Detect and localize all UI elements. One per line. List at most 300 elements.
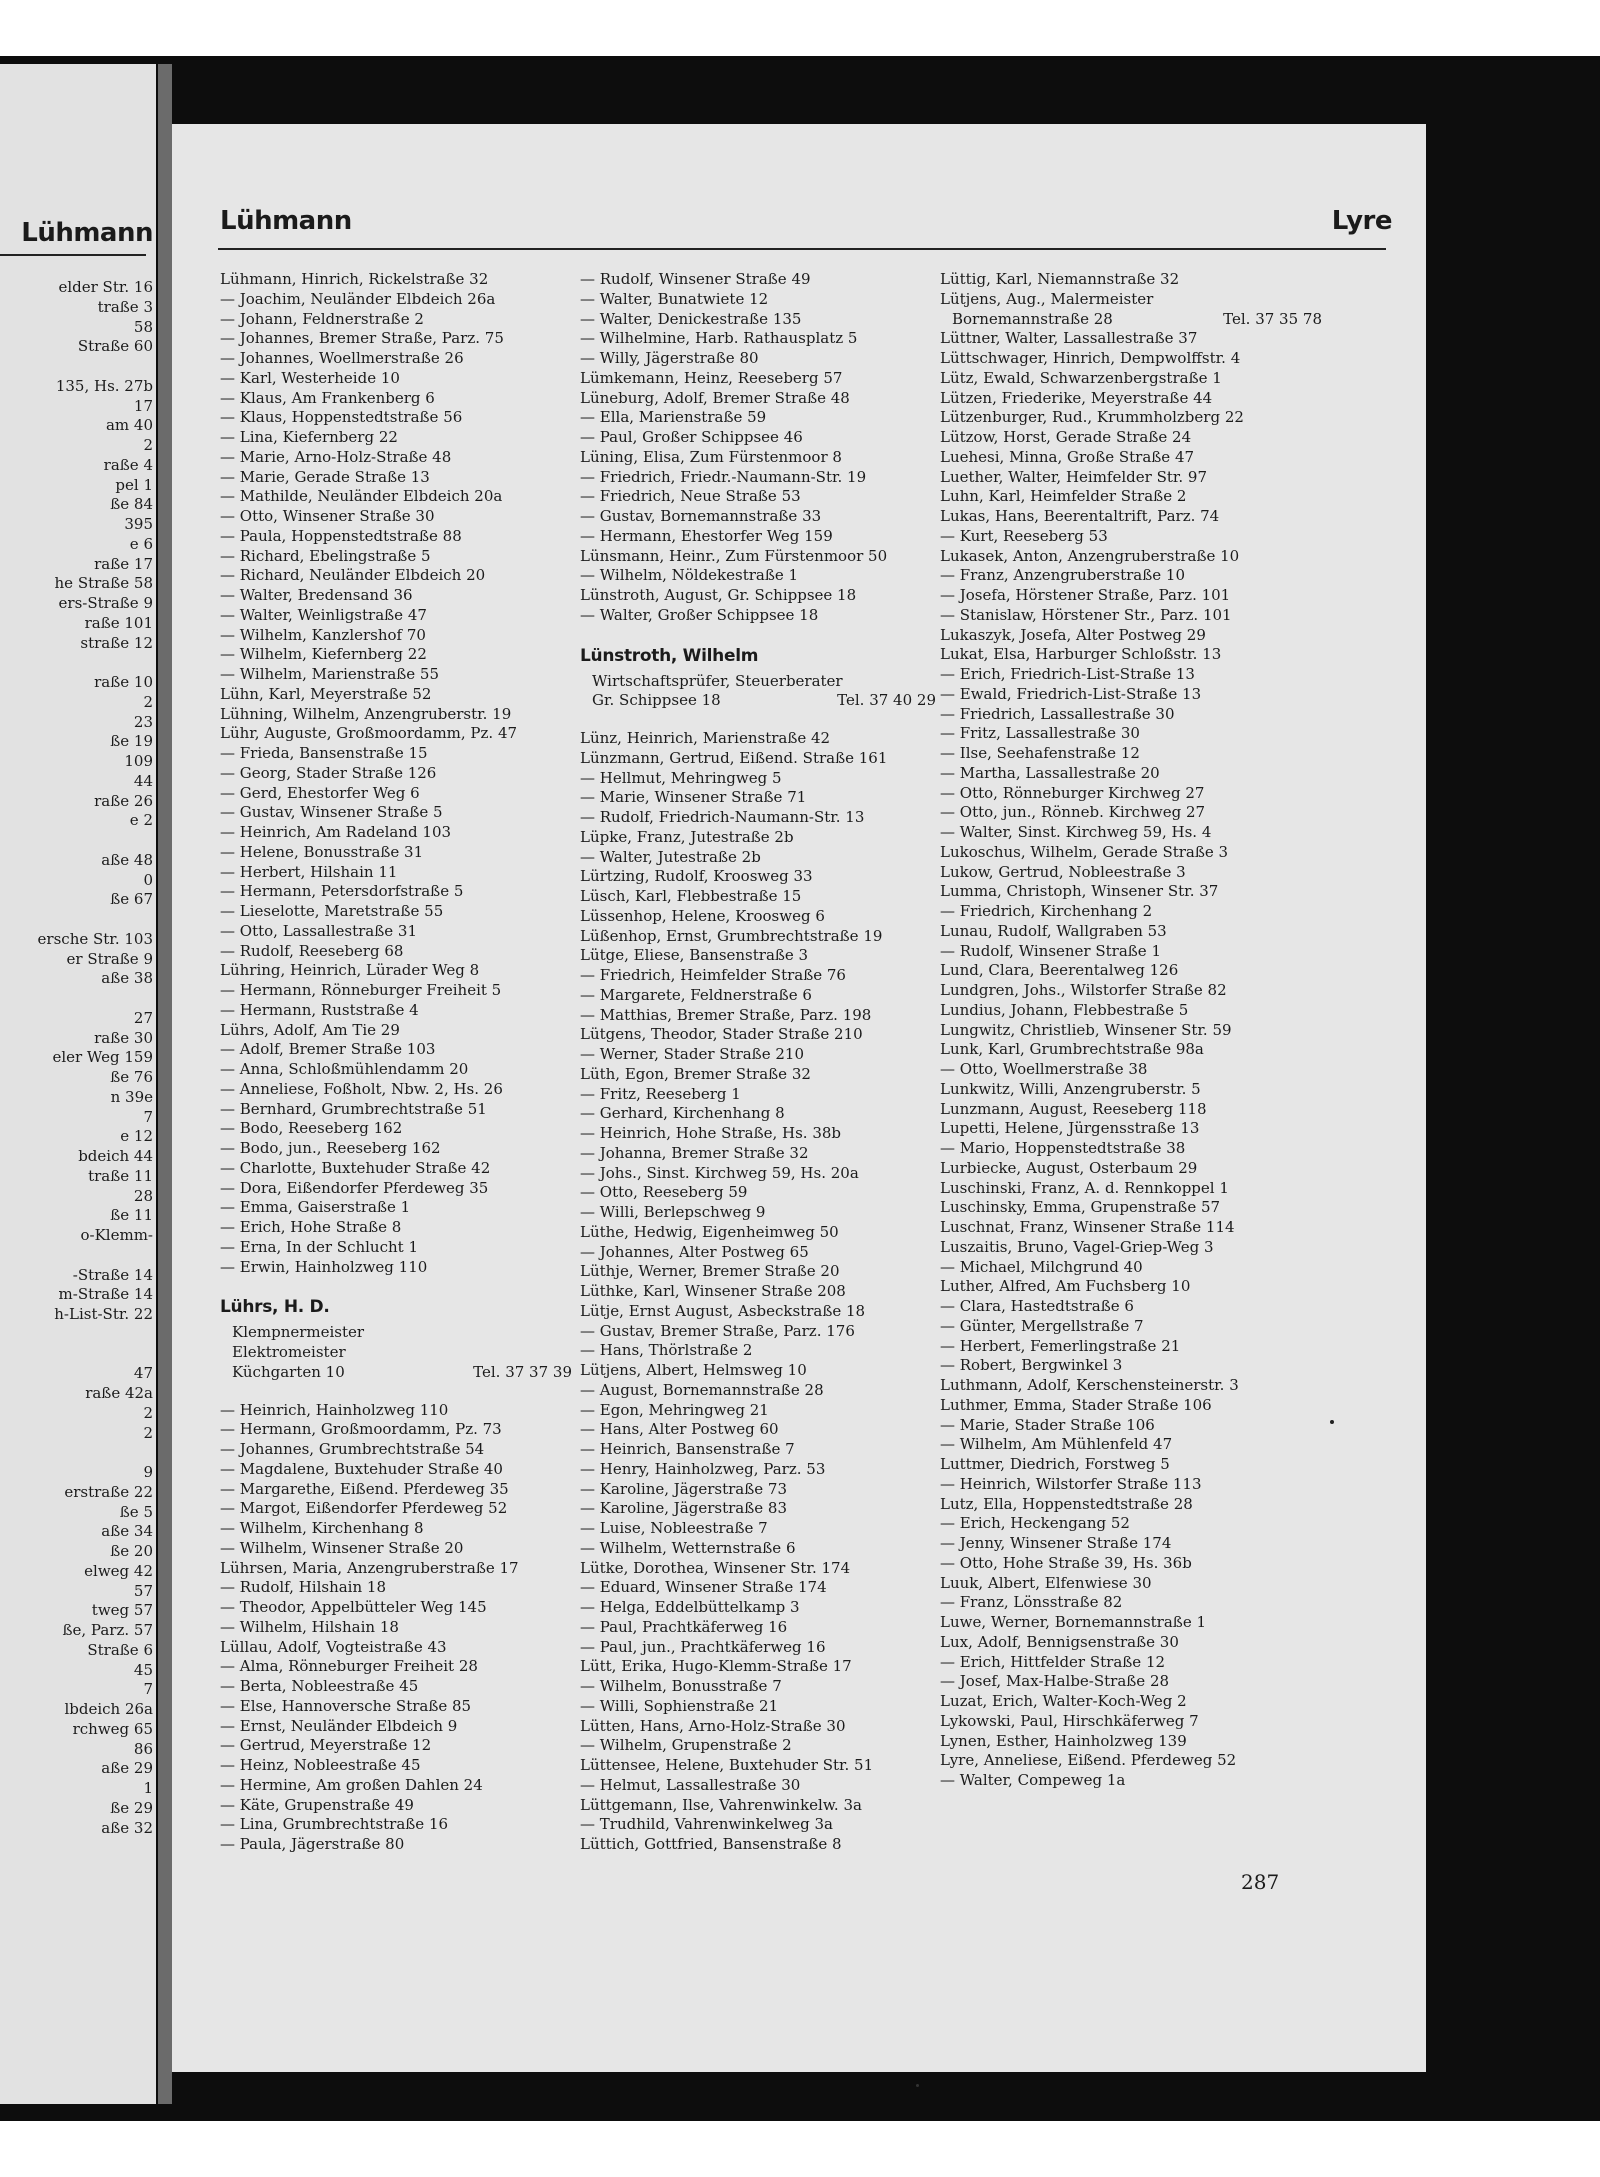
list-item: traße 11 bbox=[88, 1166, 153, 1185]
list-item: — Dora, Eißendorfer Pferdeweg 35 bbox=[220, 1178, 489, 1197]
list-item: eler Weg 159 bbox=[52, 1048, 153, 1067]
list-item: Lunau, Rudolf, Wallgraben 53 bbox=[940, 921, 1167, 940]
list-item: aße 32 bbox=[101, 1818, 153, 1837]
list-item: — Heinz, Nobleestraße 45 bbox=[220, 1756, 421, 1774]
list-item: — Klaus, Hoppenstedtstraße 56 bbox=[220, 408, 463, 427]
listing-phone: Tel. 37 37 39 bbox=[473, 1362, 572, 1381]
list-item: — Otto, Lassallestraße 31 bbox=[220, 921, 417, 940]
list-item: Lüthe, Hedwig, Eigenheimweg 50 bbox=[580, 1222, 839, 1241]
list-item: Lüth, Egon, Bremer Straße 32 bbox=[580, 1064, 811, 1083]
list-item: — Johann, Feldnerstraße 2 bbox=[220, 309, 424, 328]
list-item: — Bodo, Reeseberg 162 bbox=[220, 1119, 403, 1138]
list-item: Lühring, Heinrich, Lürader Weg 8 bbox=[220, 961, 480, 980]
list-item: — Bernhard, Grumbrechtstraße 51 bbox=[220, 1099, 487, 1118]
list-item: — Franz, Lönsstraße 82 bbox=[940, 1593, 1123, 1612]
list-item: Lührs, Adolf, Am Tie 29 bbox=[220, 1020, 400, 1039]
list-item: — Theodor, Appelbütteler Weg 145 bbox=[220, 1598, 487, 1616]
list-item: Lukow, Gertrud, Nobleestraße 3 bbox=[940, 862, 1186, 881]
running-head-right: Lyre bbox=[1331, 206, 1392, 236]
list-item: — Friedrich, Neue Straße 53 bbox=[580, 487, 801, 506]
list-item: rchweg 65 bbox=[72, 1719, 153, 1738]
list-item: — Margarete, Feldnerstraße 6 bbox=[580, 985, 812, 1004]
list-item: — Lieselotte, Maretstraße 55 bbox=[220, 902, 444, 920]
list-item: straße 12 bbox=[80, 633, 153, 652]
list-item: ße 11 bbox=[110, 1206, 153, 1225]
book-gutter bbox=[158, 64, 172, 2104]
list-item: — Heinrich, Am Radeland 103 bbox=[220, 823, 452, 841]
list-item: ersche Str. 103 bbox=[37, 929, 153, 948]
list-item: — Fritz, Lassallestraße 30 bbox=[940, 724, 1140, 743]
list-item: — Josefa, Hörstener Straße, Parz. 101 bbox=[940, 586, 1231, 604]
list-item: 7 bbox=[143, 1680, 153, 1699]
listing-address: Bornemannstraße 28 bbox=[952, 309, 1113, 328]
list-item: — Franz, Anzengruberstraße 10 bbox=[940, 566, 1185, 585]
list-item: — Helga, Eddelbüttelkamp 3 bbox=[580, 1598, 800, 1616]
list-item: — Lina, Kiefernberg 22 bbox=[220, 428, 398, 446]
list-item: raße 42a bbox=[85, 1384, 153, 1402]
list-item: — Wilhelm, Kanzlershof 70 bbox=[220, 625, 426, 644]
list-item: — Egon, Mehringweg 21 bbox=[580, 1400, 769, 1419]
list-item: — Else, Hannoversche Straße 85 bbox=[220, 1696, 472, 1715]
list-item: — Wilhelm, Kiefernberg 22 bbox=[220, 645, 427, 664]
list-item: 2 bbox=[143, 1423, 153, 1442]
list-item: Lüttgemann, Ilse, Vahrenwinkelw. 3a bbox=[580, 1795, 862, 1814]
list-item: Luthmann, Adolf, Kerschensteinerstr. 3 bbox=[940, 1376, 1239, 1394]
list-item: — Friedrich, Friedr.-Naumann-Str. 19 bbox=[580, 467, 867, 486]
list-item: — Wilhelm, Am Mühlenfeld 47 bbox=[940, 1435, 1173, 1454]
list-item: am 40 bbox=[105, 416, 153, 435]
list-item: — Magdalene, Buxtehuder Straße 40 bbox=[220, 1459, 503, 1478]
list-item: — Erich, Heckengang 52 bbox=[940, 1514, 1130, 1533]
list-item: — Wilhelm, Nöldekestraße 1 bbox=[580, 566, 799, 585]
list-item: raße 30 bbox=[94, 1028, 153, 1047]
list-item: — Willi, Berlepschweg 9 bbox=[580, 1203, 766, 1221]
list-item: 23 bbox=[133, 712, 153, 731]
list-item: 27 bbox=[133, 1008, 153, 1027]
list-item: Lütjens, Aug., Malermeister bbox=[940, 289, 1154, 308]
listing-phone: Tel. 37 35 78 bbox=[1223, 309, 1322, 328]
list-item: e 6 bbox=[129, 534, 153, 553]
list-item: Lütje, Ernst August, Asbeckstraße 18 bbox=[580, 1301, 866, 1320]
list-item: — Hans, Thörlstraße 2 bbox=[580, 1341, 753, 1360]
list-item: Lüttschwager, Hinrich, Dempwolffstr. 4 bbox=[940, 349, 1241, 367]
list-item: — Rudolf, Winsener Straße 1 bbox=[940, 941, 1161, 960]
list-item: ße 67 bbox=[110, 890, 153, 909]
list-item: Lundgren, Johs., Wilstorfer Straße 82 bbox=[940, 981, 1227, 999]
list-item: — Erich, Hittfelder Straße 12 bbox=[940, 1652, 1166, 1671]
scan-speck bbox=[1330, 1420, 1334, 1424]
list-item: — Hermann, Ehestorfer Weg 159 bbox=[580, 526, 833, 545]
list-item: Lünsmann, Heinr., Zum Fürstenmoor 50 bbox=[580, 546, 888, 565]
listing-profession-2: Elektromeister bbox=[232, 1343, 346, 1361]
list-item: — Johannes, Alter Postweg 65 bbox=[580, 1242, 809, 1261]
list-item: — Rudolf, Hilshain 18 bbox=[220, 1578, 386, 1597]
list-item: — Alma, Rönneburger Freiheit 28 bbox=[220, 1657, 478, 1676]
col1-entries-b bbox=[220, 1401, 572, 1855]
list-item: — Erich, Hohe Straße 8 bbox=[220, 1218, 402, 1236]
list-item: he Straße 58 bbox=[54, 574, 153, 593]
list-item: — Bodo, jun., Reeseberg 162 bbox=[220, 1139, 441, 1157]
list-item: — Wilhelm, Grupenstraße 2 bbox=[580, 1736, 792, 1755]
list-item: — Margot, Eißendorfer Pferdeweg 52 bbox=[220, 1499, 508, 1518]
list-item: Lümkemann, Heinz, Reeseberg 57 bbox=[580, 368, 843, 387]
list-item: — Erwin, Hainholzweg 110 bbox=[220, 1257, 428, 1276]
list-item: Lund, Clara, Beerentalweg 126 bbox=[940, 961, 1179, 980]
list-item: Lüneburg, Adolf, Bremer Straße 48 bbox=[580, 388, 850, 407]
list-item: Lykowski, Paul, Hirschkäferweg 7 bbox=[940, 1711, 1199, 1730]
col1-entries-a bbox=[220, 270, 572, 1277]
list-item: Lukas, Hans, Beerentaltrift, Parz. 74 bbox=[940, 507, 1220, 525]
listing-phone: Tel. 37 40 29 bbox=[837, 691, 936, 710]
list-item: Luzat, Erich, Walter-Koch-Weg 2 bbox=[940, 1692, 1187, 1710]
list-item: — Marie, Arno-Holz-Straße 48 bbox=[220, 447, 452, 466]
list-item: — Gerhard, Kirchenhang 8 bbox=[580, 1104, 785, 1123]
list-item: — Berta, Nobleestraße 45 bbox=[220, 1677, 419, 1695]
list-item: elder Str. 16 bbox=[58, 278, 153, 296]
list-item: — Paula, Hoppenstedtstraße 88 bbox=[220, 526, 462, 545]
list-item: pel 1 bbox=[115, 475, 153, 494]
list-item: — Lina, Grumbrechtstraße 16 bbox=[220, 1815, 449, 1834]
list-item: — Anna, Schloßmühlendamm 20 bbox=[220, 1060, 469, 1078]
list-item: — Otto, Winsener Straße 30 bbox=[220, 507, 435, 525]
list-item: Lux, Adolf, Bennigsenstraße 30 bbox=[940, 1632, 1179, 1651]
listing-address: Gr. Schippsee 18 bbox=[592, 691, 721, 710]
list-item: Lütz, Ewald, Schwarzenbergstraße 1 bbox=[940, 368, 1222, 387]
list-item: — Marie, Gerade Straße 13 bbox=[220, 467, 430, 486]
list-item: — Luise, Nobleestraße 7 bbox=[580, 1519, 768, 1537]
list-item: Luszaitis, Bruno, Vagel-Griep-Weg 3 bbox=[940, 1237, 1214, 1256]
list-item: raße 10 bbox=[94, 673, 153, 691]
list-item: — Ernst, Neuländer Elbdeich 9 bbox=[220, 1716, 458, 1735]
list-item: 1 bbox=[143, 1779, 153, 1797]
list-item: — Günter, Mergellstraße 7 bbox=[940, 1316, 1144, 1335]
list-item: — Marie, Winsener Straße 71 bbox=[580, 788, 807, 807]
list-item: 86 bbox=[133, 1739, 153, 1758]
list-item: — Hans, Alter Postweg 60 bbox=[580, 1420, 779, 1439]
column-1 bbox=[220, 270, 572, 1855]
list-item: Luttmer, Diedrich, Forstweg 5 bbox=[940, 1455, 1170, 1473]
list-item bbox=[0, 1246, 153, 1266]
column-2 bbox=[580, 270, 936, 1855]
list-item: — Käte, Grupenstraße 49 bbox=[220, 1795, 414, 1814]
col3-entries bbox=[940, 329, 1322, 1791]
list-item: Lüthke, Karl, Winsener Straße 208 bbox=[580, 1282, 846, 1300]
list-item: — Wilhelm, Kirchenhang 8 bbox=[220, 1519, 424, 1537]
list-item: h-List-Str. 22 bbox=[54, 1305, 153, 1323]
list-item: Lütjens, Albert, Helmsweg 10 bbox=[580, 1361, 807, 1379]
list-item: Lütten, Hans, Arno-Holz-Straße 30 bbox=[580, 1716, 846, 1735]
list-item bbox=[0, 831, 153, 851]
list-item: Luether, Walter, Heimfelder Str. 97 bbox=[940, 467, 1208, 486]
list-item: Lunzmann, August, Reeseberg 118 bbox=[940, 1099, 1207, 1118]
list-item bbox=[0, 1443, 153, 1463]
list-item: — Wilhelm, Marienstraße 55 bbox=[220, 665, 440, 683]
list-item: — Otto, Rönneburger Kirchweg 27 bbox=[940, 783, 1205, 802]
list-item: — Friedrich, Lassallestraße 30 bbox=[940, 704, 1175, 723]
list-item: Luehesi, Minna, Große Straße 47 bbox=[940, 447, 1195, 466]
list-item: aße 48 bbox=[101, 850, 153, 869]
list-item: m-Straße 14 bbox=[58, 1285, 153, 1304]
list-item: Luschnat, Franz, Winsener Straße 114 bbox=[940, 1218, 1235, 1236]
list-item: ße 5 bbox=[119, 1502, 153, 1521]
list-item: — Martha, Lassallestraße 20 bbox=[940, 763, 1160, 782]
list-item: — Helene, Bonusstraße 31 bbox=[220, 842, 424, 861]
list-item: — Henry, Hainholzweg, Parz. 53 bbox=[580, 1459, 826, 1478]
list-item: 45 bbox=[133, 1660, 153, 1679]
list-item: — Karl, Westerheide 10 bbox=[220, 368, 400, 387]
col2-entries-a bbox=[580, 270, 936, 626]
list-item: — Clara, Hastedtstraße 6 bbox=[940, 1297, 1134, 1315]
list-item: -Straße 14 bbox=[72, 1265, 153, 1284]
list-item: Straße 60 bbox=[77, 337, 153, 356]
list-item: ße, Parz. 57 bbox=[62, 1621, 153, 1639]
list-item: 2 bbox=[143, 1403, 153, 1422]
listing-heading-luenstroth: Lünstroth, Wilhelm bbox=[580, 645, 759, 666]
list-item: 395 bbox=[124, 515, 153, 533]
list-item: — Robert, Bergwinkel 3 bbox=[940, 1356, 1123, 1375]
list-item: — Karoline, Jägerstraße 83 bbox=[580, 1499, 787, 1518]
list-item: — Paul, Prachtkäferweg 16 bbox=[580, 1617, 788, 1636]
list-item: Lütgens, Theodor, Stader Straße 210 bbox=[580, 1025, 863, 1044]
list-item: — Walter, Bredensand 36 bbox=[220, 586, 413, 604]
list-item: — Hermann, Petersdorfstraße 5 bbox=[220, 882, 464, 901]
list-item: Lüttich, Gottfried, Bansenstraße 8 bbox=[580, 1835, 842, 1853]
list-item: — Frieda, Bansenstraße 15 bbox=[220, 744, 428, 762]
main-page bbox=[172, 124, 1426, 2072]
list-item: Lünstroth, August, Gr. Schippsee 18 bbox=[580, 586, 857, 604]
list-item: Lundius, Johann, Flebbestraße 5 bbox=[940, 1000, 1189, 1019]
list-item: 0 bbox=[143, 870, 153, 889]
listing-profession-1: Klempnermeister bbox=[232, 1323, 365, 1342]
list-item: bdeich 44 bbox=[78, 1147, 153, 1165]
list-item: n 39e bbox=[110, 1087, 153, 1106]
listing-heading-luehrs-hd: Lührs, H. D. bbox=[220, 1297, 330, 1318]
list-item: — Walter, Denickestraße 135 bbox=[580, 309, 802, 328]
list-item: Lukat, Elsa, Harburger Schloßstr. 13 bbox=[940, 645, 1222, 664]
list-item: Lühmann, Hinrich, Rickelstraße 32 bbox=[220, 270, 489, 288]
list-item: Lütt, Erika, Hugo-Klemm-Straße 17 bbox=[580, 1657, 852, 1676]
list-item: raße 101 bbox=[84, 613, 153, 632]
list-item: — Johannes, Woellmerstraße 26 bbox=[220, 349, 464, 367]
left-page-fragment bbox=[0, 64, 156, 2104]
list-item: — Michael, Milchgrund 40 bbox=[940, 1257, 1143, 1276]
list-item: e 12 bbox=[120, 1127, 153, 1146]
list-item: — Stanislaw, Hörstener Str., Parz. 101 bbox=[940, 605, 1232, 624]
list-item: Lukasek, Anton, Anzengruberstraße 10 bbox=[940, 546, 1240, 565]
list-item: Luther, Alfred, Am Fuchsberg 10 bbox=[940, 1277, 1191, 1296]
list-item: — Heinrich, Hainholzweg 110 bbox=[220, 1400, 449, 1419]
list-item: — Willy, Jägerstraße 80 bbox=[580, 349, 759, 367]
list-item: — Anneliese, Foßholt, Nbw. 2, Hs. 26 bbox=[220, 1079, 503, 1098]
list-item: Lützenburger, Rud., Krummholzberg 22 bbox=[940, 408, 1244, 427]
list-item: — Walter, Bunatwiete 12 bbox=[580, 289, 769, 308]
list-item: — Gertrud, Meyerstraße 12 bbox=[220, 1736, 432, 1755]
list-item: Lüthje, Werner, Bremer Straße 20 bbox=[580, 1262, 840, 1281]
list-item: — Klaus, Am Frankenberg 6 bbox=[220, 388, 435, 407]
list-item: — Gustav, Winsener Straße 5 bbox=[220, 803, 443, 822]
list-item: traße 3 bbox=[97, 297, 153, 316]
column-3 bbox=[940, 270, 1322, 1791]
running-head-left: Lühmann bbox=[220, 206, 352, 236]
list-item: 17 bbox=[133, 396, 153, 415]
list-item: aße 38 bbox=[101, 969, 153, 988]
list-item: — Herbert, Hilshain 11 bbox=[220, 862, 398, 881]
list-item: Lünz, Heinrich, Marienstraße 42 bbox=[580, 729, 831, 747]
list-item: 135, Hs. 27b bbox=[55, 376, 153, 395]
left-page-header: Lühmann bbox=[21, 218, 153, 248]
list-item: — Johannes, Bremer Straße, Parz. 75 bbox=[220, 329, 504, 348]
list-item: lbdeich 26a bbox=[64, 1700, 153, 1718]
left-page-content bbox=[0, 64, 154, 2104]
list-item: — Josef, Max-Halbe-Straße 28 bbox=[940, 1672, 1170, 1691]
list-item: — Heinrich, Wilstorfer Straße 113 bbox=[940, 1474, 1202, 1493]
list-item: — Joachim, Neuländer Elbdeich 26a bbox=[220, 289, 496, 308]
scan-speck bbox=[916, 2084, 919, 2087]
list-item: — Jenny, Winsener Straße 174 bbox=[940, 1534, 1172, 1552]
list-item: Lütke, Dorothea, Winsener Str. 174 bbox=[580, 1558, 851, 1577]
list-item: Luthmer, Emma, Stader Straße 106 bbox=[940, 1395, 1212, 1414]
list-item: — Helmut, Lassallestraße 30 bbox=[580, 1775, 801, 1794]
list-item: — Mathilde, Neuländer Elbdeich 20a bbox=[220, 487, 503, 506]
list-item: Lunk, Karl, Grumbrechtstraße 98a bbox=[940, 1040, 1204, 1059]
list-item: — Marie, Stader Straße 106 bbox=[940, 1415, 1155, 1434]
list-item: — Wilhelm, Winsener Straße 20 bbox=[220, 1538, 464, 1557]
left-header-rule bbox=[0, 254, 146, 256]
list-item: Luwe, Werner, Bornemannstraße 1 bbox=[940, 1613, 1207, 1631]
list-item: Lüsch, Karl, Flebbestraße 15 bbox=[580, 887, 802, 905]
list-item: Lüpke, Franz, Jutestraße 2b bbox=[580, 827, 794, 846]
list-item bbox=[0, 1345, 153, 1365]
list-item: Lühr, Auguste, Großmoordamm, Pz. 47 bbox=[220, 724, 518, 743]
list-item: Lünzmann, Gertrud, Eißend. Straße 161 bbox=[580, 748, 888, 767]
list-item: — Wilhelm, Wetternstraße 6 bbox=[580, 1538, 796, 1557]
list-item: 7 bbox=[143, 1107, 153, 1126]
list-item: 57 bbox=[133, 1581, 153, 1600]
list-item: raße 4 bbox=[103, 455, 153, 474]
list-item: — Werner, Stader Straße 210 bbox=[580, 1045, 804, 1063]
list-item: — Otto, Hohe Straße 39, Hs. 36b bbox=[940, 1553, 1192, 1572]
list-item: ers-Straße 9 bbox=[58, 594, 153, 612]
list-item: Lüssenhop, Helene, Kroosweg 6 bbox=[580, 906, 825, 925]
list-item: — Walter, Weinligstraße 47 bbox=[220, 605, 427, 624]
list-item: — Willi, Sophienstraße 21 bbox=[580, 1696, 779, 1715]
list-item: — Otto, Woellmerstraße 38 bbox=[940, 1060, 1148, 1078]
col2-entries-b bbox=[580, 729, 936, 1855]
list-item: — Hermann, Großmoordamm, Pz. 73 bbox=[220, 1420, 502, 1439]
list-item bbox=[0, 989, 153, 1009]
list-item: 2 bbox=[143, 692, 153, 711]
list-item: Luschinski, Franz, A. d. Rennkoppel 1 bbox=[940, 1178, 1229, 1197]
list-item: — Georg, Stader Straße 126 bbox=[220, 763, 437, 782]
list-item: — Otto, Reeseberg 59 bbox=[580, 1183, 748, 1202]
list-item: — Johs., Sinst. Kirchweg 59, Hs. 20a bbox=[580, 1163, 859, 1182]
list-item: — August, Bornemannstraße 28 bbox=[580, 1380, 824, 1399]
list-item: — Eduard, Winsener Straße 174 bbox=[580, 1578, 827, 1597]
list-item: — Paul, jun., Prachtkäferweg 16 bbox=[580, 1637, 826, 1656]
listing-address: Küchgarten 10 bbox=[232, 1362, 345, 1381]
list-item: 28 bbox=[133, 1186, 153, 1205]
list-item: — Gustav, Bornemannstraße 33 bbox=[580, 507, 822, 525]
list-item: — Wilhelm, Hilshain 18 bbox=[220, 1617, 399, 1636]
list-item: — Rudolf, Reeseberg 68 bbox=[220, 941, 404, 960]
list-item bbox=[0, 653, 153, 673]
list-item: — Paula, Jägerstraße 80 bbox=[220, 1835, 405, 1853]
list-item: aße 34 bbox=[101, 1522, 153, 1541]
list-item: — Richard, Ebelingstraße 5 bbox=[220, 546, 431, 565]
list-item: raße 26 bbox=[94, 791, 153, 810]
list-item: — Emma, Gaiserstraße 1 bbox=[220, 1198, 411, 1217]
list-item: — Wilhelm, Bonusstraße 7 bbox=[580, 1677, 782, 1695]
list-item: Lützow, Horst, Gerade Straße 24 bbox=[940, 428, 1192, 446]
list-item: — Hermann, Ruststraße 4 bbox=[220, 1000, 419, 1019]
list-item: ße 19 bbox=[110, 732, 153, 751]
list-item: ße 29 bbox=[110, 1798, 153, 1817]
list-item: Lütge, Eliese, Bansenstraße 3 bbox=[580, 946, 809, 965]
listing-address-line bbox=[580, 691, 936, 711]
list-item: — Walter, Jutestraße 2b bbox=[580, 847, 761, 866]
list-item: — Hellmut, Mehringweg 5 bbox=[580, 768, 782, 787]
list-item: — Friedrich, Heimfelder Straße 76 bbox=[580, 966, 846, 984]
list-item: — Richard, Neuländer Elbdeich 20 bbox=[220, 566, 486, 585]
list-item: Lüllau, Adolf, Vogteistraße 43 bbox=[220, 1637, 447, 1656]
list-item: — Adolf, Bremer Straße 103 bbox=[220, 1040, 436, 1059]
list-item: Luhn, Karl, Heimfelder Straße 2 bbox=[940, 487, 1187, 506]
list-item: — Paul, Großer Schippsee 46 bbox=[580, 428, 803, 446]
list-item: ße 76 bbox=[110, 1068, 153, 1086]
list-item: — Erich, Friedrich-List-Straße 13 bbox=[940, 665, 1195, 683]
list-item: — Wilhelmine, Harb. Rathausplatz 5 bbox=[580, 329, 858, 348]
left-page-lines bbox=[0, 278, 153, 1838]
listing-address-line bbox=[940, 310, 1322, 330]
list-item: — Johannes, Grumbrechtstraße 54 bbox=[220, 1440, 485, 1458]
list-item: 44 bbox=[133, 771, 153, 790]
list-item: e 2 bbox=[129, 811, 153, 830]
list-item: Lürtzing, Rudolf, Kroosweg 33 bbox=[580, 867, 813, 886]
list-item: — Rudolf, Winsener Straße 49 bbox=[580, 270, 811, 288]
list-item: Lüttensee, Helene, Buxtehuder Str. 51 bbox=[580, 1756, 874, 1774]
list-item: — Trudhild, Vahrenwinkelweg 3a bbox=[580, 1815, 834, 1834]
list-item: Lüßenhop, Ernst, Grumbrechtstraße 19 bbox=[580, 926, 883, 945]
list-item: — Kurt, Reeseberg 53 bbox=[940, 526, 1108, 545]
list-item: Lupetti, Helene, Jürgensstraße 13 bbox=[940, 1119, 1200, 1138]
list-item: — Ewald, Friedrich-List-Straße 13 bbox=[940, 684, 1202, 703]
page-number: 287 bbox=[1241, 1870, 1280, 1894]
list-item: Lühning, Wilhelm, Anzengruberstr. 19 bbox=[220, 704, 512, 723]
list-item: — Ilse, Seehafenstraße 12 bbox=[940, 744, 1140, 762]
list-item: — Rudolf, Friedrich-Naumann-Str. 13 bbox=[580, 808, 865, 826]
list-item: — Walter, Sinst. Kirchweg 59, Hs. 4 bbox=[940, 823, 1212, 841]
list-item: — Mario, Hoppenstedtstraße 38 bbox=[940, 1139, 1186, 1157]
list-item bbox=[0, 1325, 153, 1345]
list-item: — Fritz, Reeseberg 1 bbox=[580, 1084, 741, 1103]
list-item: — Heinrich, Bansenstraße 7 bbox=[580, 1440, 795, 1458]
list-item: Lunkwitz, Willi, Anzengruberstr. 5 bbox=[940, 1079, 1201, 1098]
list-item: 47 bbox=[133, 1364, 153, 1383]
list-item: erstraße 22 bbox=[64, 1482, 153, 1501]
list-item: — Otto, jun., Rönneb. Kirchweg 27 bbox=[940, 803, 1206, 822]
list-item: Lüttig, Karl, Niemannstraße 32 bbox=[940, 270, 1180, 288]
list-item: 2 bbox=[143, 436, 153, 454]
list-item: Lührsen, Maria, Anzengruberstraße 17 bbox=[220, 1558, 519, 1577]
list-item: aße 29 bbox=[101, 1759, 153, 1778]
list-item: raße 17 bbox=[94, 554, 153, 573]
list-item: — Walter, Compeweg 1a bbox=[940, 1771, 1126, 1789]
list-item: Lungwitz, Christlieb, Winsener Str. 59 bbox=[940, 1020, 1232, 1039]
list-item: — Johanna, Bremer Straße 32 bbox=[580, 1143, 809, 1162]
list-item: Lüning, Elisa, Zum Fürstenmoor 8 bbox=[580, 447, 842, 466]
list-item: — Charlotte, Buxtehuder Straße 42 bbox=[220, 1158, 491, 1177]
list-item: Straße 6 bbox=[87, 1640, 153, 1659]
